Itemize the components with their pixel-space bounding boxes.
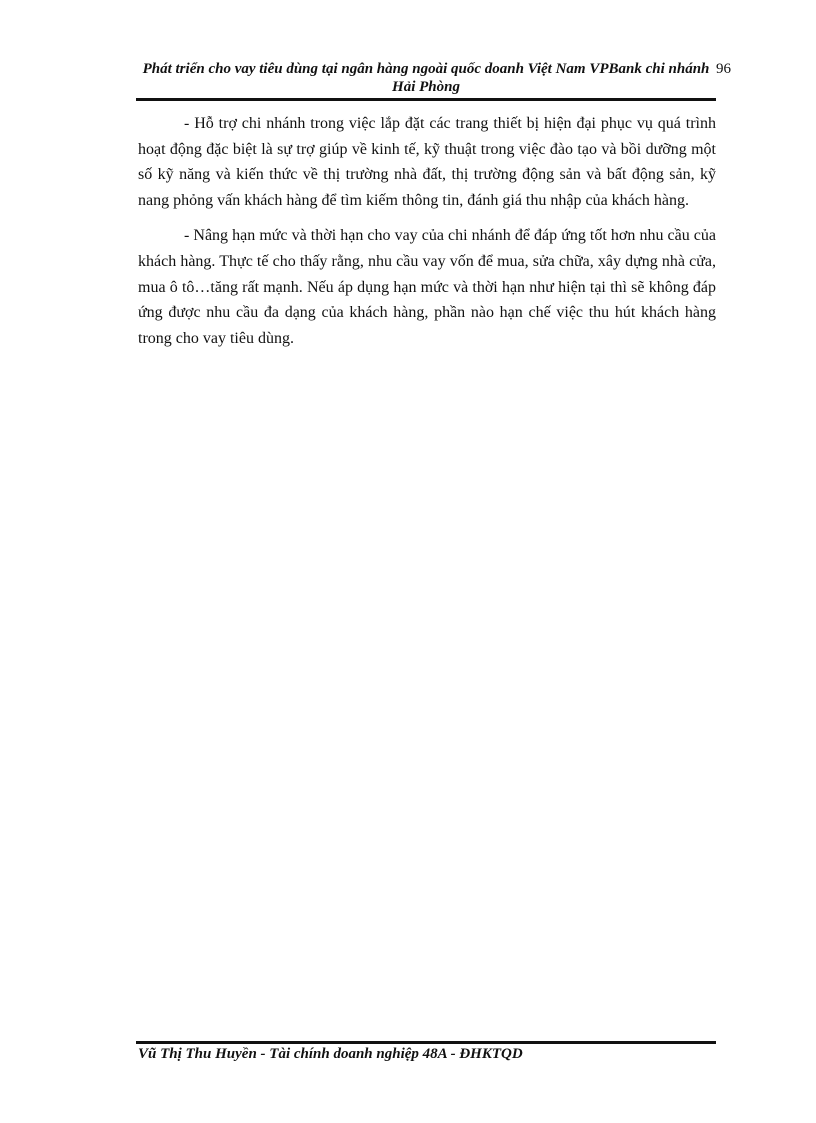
footer-divider	[136, 1041, 716, 1044]
running-header-title: Phát triển cho vay tiêu dùng tại ngân hàng ngoài quốc doanh Việt Nam VPBank chi nhánh Hải Phòng	[142, 61, 710, 95]
paragraph-raise-limits: - Nâng hạn mức và thời hạn cho vay của chi nhánh để đáp ứng tốt hơn nhu cầu của khách hàng. Thực tế cho thấy rằng, nhu cầu vay vốn để mua, sửa chữa, xây dựng nhà cửa, mua ô tô…tăng rất mạnh. Nếu áp dụng hạn mức và thời hạn như hiện tại thì sẽ không đáp ứng được nhu cầu đa dạng của khách hàng, phần nào hạn chế việc thu hút khách hàng trong cho vay tiêu dùng.	[138, 227, 716, 347]
running-footer: Vũ Thị Thu Huyền - Tài chính doanh nghiệp 48A - ĐHKTQD	[138, 1046, 523, 1062]
page-number: 96	[716, 61, 731, 77]
document-body	[138, 111, 716, 361]
header-divider	[136, 98, 716, 101]
paragraph-support-branch: - Hỗ trợ chi nhánh trong việc lắp đặt các trang thiết bị hiện đại phục vụ quá trình hoạt động đặc biệt là sự trợ giúp về kinh tế, kỹ thuật trong việc đào tạo và bồi dưỡng một số kỹ năng và kiến thức về thị trường nhà đất, thị trường động sản và bất động sản, kỹ nang phỏng vấn khách hàng để tìm kiếm thông tin, đánh giá thu nhập của khách hàng.	[138, 115, 716, 209]
